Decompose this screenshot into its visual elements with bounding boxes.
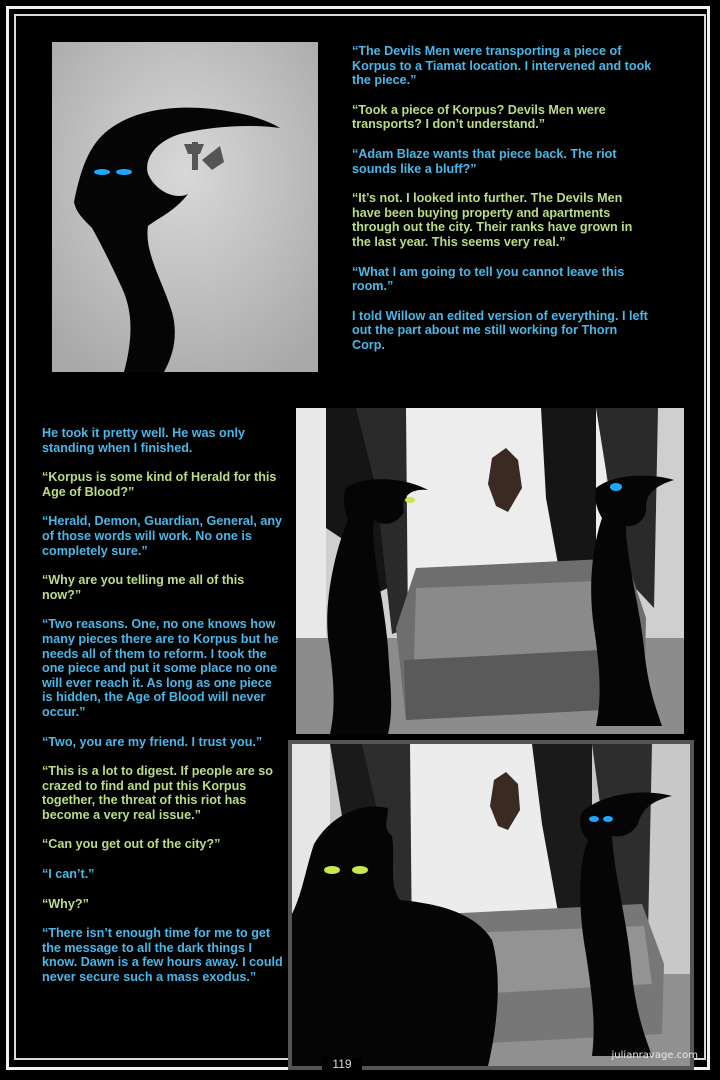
narration-line: I told Willow an edited version of everything. I left out the part about me still working for Thorn Corp. [352, 308, 648, 352]
dialogue-line: “Adam Blaze wants that piece back. The riot sounds like a bluff?” [352, 146, 617, 176]
page-number: 119 [322, 1057, 362, 1071]
panel-2-art [296, 408, 684, 734]
dialogue-line: “Herald, Demon, Guardian, General, any of those words will work. No one is completely sure.” [42, 514, 283, 558]
top-right-text [352, 44, 652, 368]
panel-3-encounter-scene [288, 740, 694, 1070]
site-credit: julianravage.com [611, 1050, 698, 1061]
dialogue-line: “I can’t.” [42, 867, 95, 882]
dialogue-line: “Can you get out of the city?” [42, 837, 221, 852]
dialogue-line: “Two, you are my friend. I trust you.” [42, 734, 263, 749]
dialogue-line: “Took a piece of Korpus? Devils Men were transports? I don’t understand.” [352, 102, 606, 132]
left-text [42, 426, 284, 1000]
glowing-eye-icon [352, 866, 368, 874]
dialogue-line: “This is a lot to digest. If people are so crazed to find and put this Korpus together, the threat of this riot has become a very real issue.” [42, 764, 273, 822]
dialogue-line: “Korpus is some kind of Herald for this Age of Blood?” [42, 470, 277, 499]
dialogue-line: “Two reasons. One, no one knows how many pieces there are to Korpus but he needs all of them to reform. I took the one piece and put it some place no one will ever reach it. As long as one piece is hidden, the Age of Blood will never occur.” [42, 617, 279, 719]
dialogue-line: “The Devils Men were transporting a piece of Korpus to a Tiamat location. I intervened and took the piece.” [352, 44, 652, 88]
panel-1-art [52, 42, 318, 372]
panel-3-art [292, 744, 690, 1066]
glowing-eye-icon [603, 816, 613, 822]
glowing-eye-icon [94, 169, 110, 175]
panel-1-shadow-figure [52, 42, 318, 372]
panel-2-room-scene [296, 408, 684, 734]
dialogue-line: “Why are you telling me all of this now?” [42, 573, 245, 602]
dialogue-line: “There isn’t enough time for me to get the message to all the dark things I know. Dawn is a few hours away. I could never secure such a mass exodus.” [42, 926, 283, 985]
dialogue-line: “Why?” [42, 896, 89, 911]
glowing-eye-icon [610, 483, 622, 491]
dialogue-line: “What I am going to tell you cannot leave this room.” [352, 264, 625, 294]
glowing-eye-icon [589, 816, 599, 822]
narration-line: He took it pretty well. He was only standing when I finished. [42, 426, 245, 455]
glowing-eye-icon [116, 169, 132, 175]
glowing-eye-icon [324, 866, 340, 874]
glowing-eye-icon [405, 497, 415, 503]
dialogue-line: “It’s not. I looked into further. The Devils Men have been buying property and apartments through out the city. Their ranks have grown in the last year. This seems very real.” [352, 191, 633, 249]
